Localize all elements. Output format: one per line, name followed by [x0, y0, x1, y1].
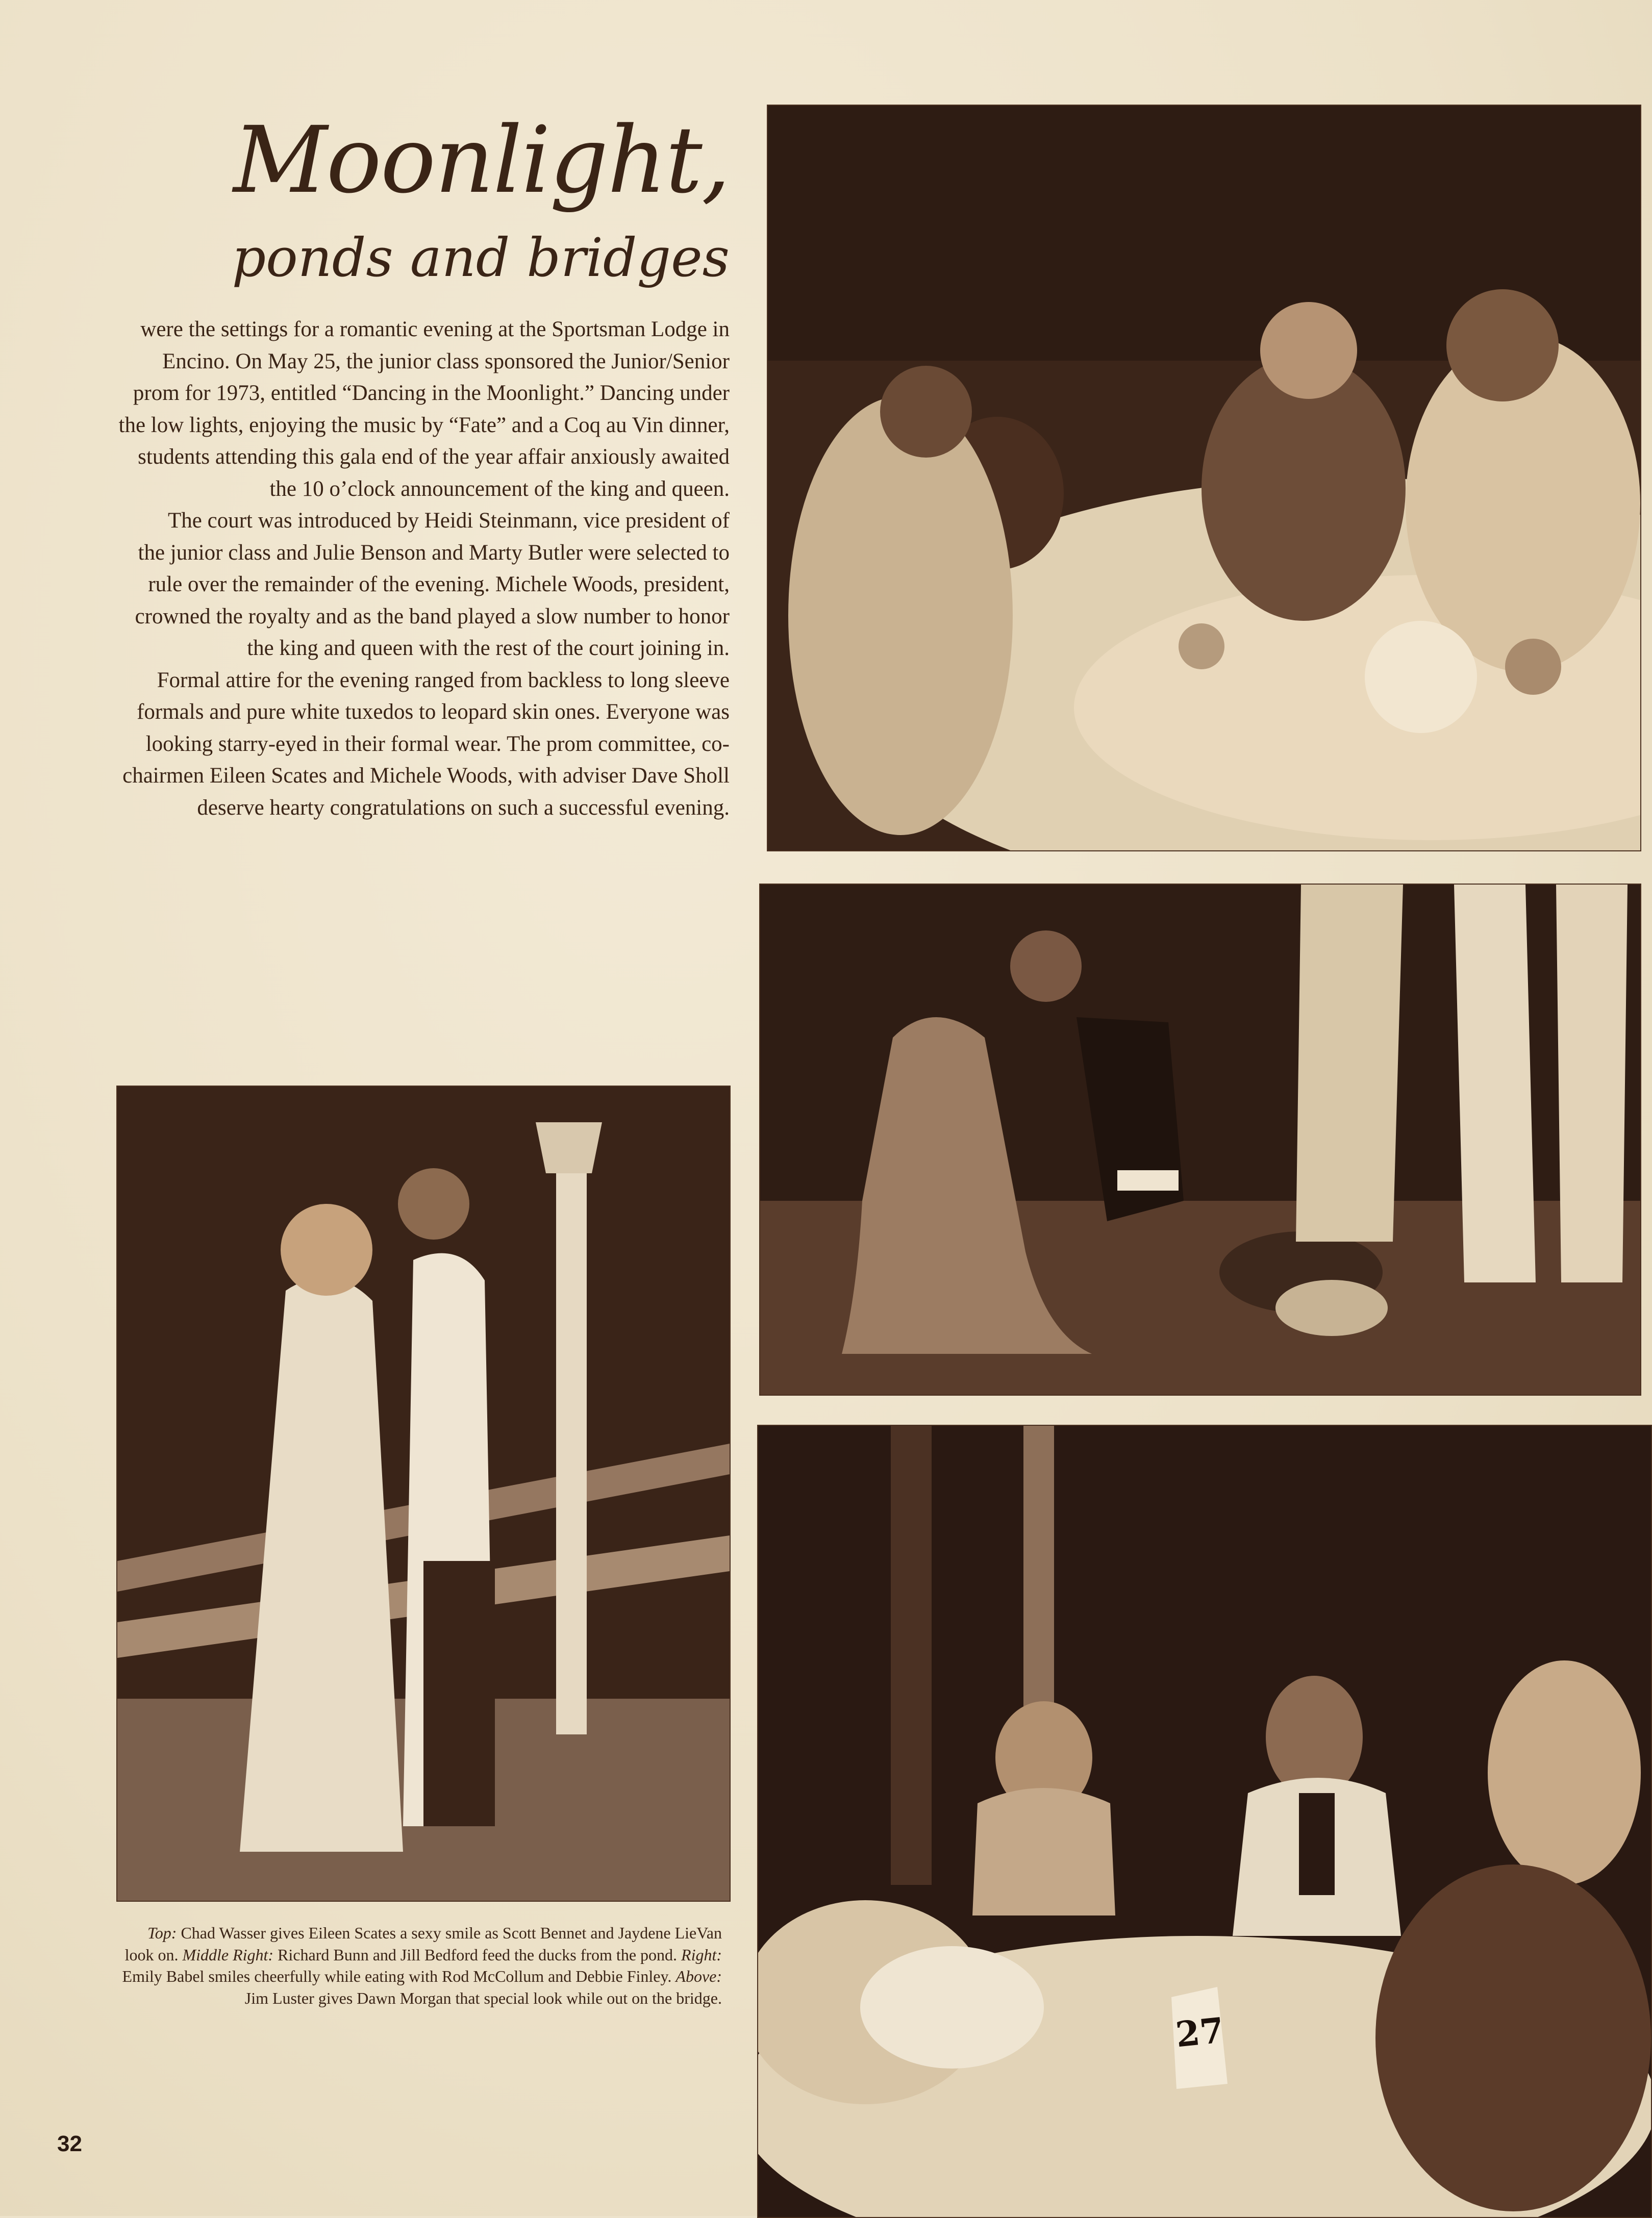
caption-label: Above: [675, 1967, 722, 1985]
photo-feeding-ducks [759, 884, 1641, 1396]
photo-couple-on-bridge [116, 1086, 731, 1902]
table-number-card: 27 [1173, 2010, 1226, 2056]
page-number: 32 [57, 2131, 82, 2156]
photo-prom-dinner-table [767, 105, 1641, 851]
article-paragraph: were the settings for a romantic evening at the Sportsman Lodge in Encino. On May 25, the junior class sponsored the Junior/Senior prom for 1973, entitled “Dancing in the Moonlight.” Dancing under the low lights, enjoying the music by “Fate” and a Coq au Vin dinner, students attending this gala end of the year affair anxiously awaited the 10 o’clock announcement of the king and queen. [118, 317, 730, 501]
photo-caption [117, 1922, 722, 2009]
article-paragraph: The court was introduced by Heidi Steinmann, vice president of the junior class and Julie Benson and Marty Butler were selected to rule over the remainder of the evening. Michele Woods, president, crowned the royalty and as the band played a slow number to honor the king and queen with the rest of the court joining in. [135, 509, 730, 660]
photo-dinner-table-27 [757, 1425, 1652, 2218]
caption-label: Top: [147, 1924, 177, 1942]
caption-label: Middle Right: [182, 1945, 274, 1964]
page-title: Moonlight, [233, 107, 730, 214]
caption-text: Richard Bunn and Jill Bedford feed the ducks from the pond. [278, 1945, 678, 1964]
caption-text: Emily Babel smiles cheerfully while eating with Rod McCollum and Debbie Finley. [122, 1967, 672, 1985]
page-subtitle: ponds and bridges [232, 226, 730, 289]
article-body [117, 314, 730, 824]
caption-label: Right: [681, 1945, 722, 1964]
article-paragraph: Formal attire for the evening ranged from backless to long sleeve formals and pure white tuxedos to leopard skin ones. Everyone was looking starry-eyed in their formal wear. The prom committee, co-chairmen Eileen Scates and Michele Woods, with adviser Dave Sholl deserve hearty congratulations on such a successful evening. [122, 668, 730, 820]
caption-text: Jim Luster gives Dawn Morgan that special look while out on the bridge. [244, 1988, 722, 2007]
caption-text: Chad Wasser gives Eileen Scates a sexy smile as Scott Bennet and Jaydene LieVan look on. [124, 1924, 722, 1964]
